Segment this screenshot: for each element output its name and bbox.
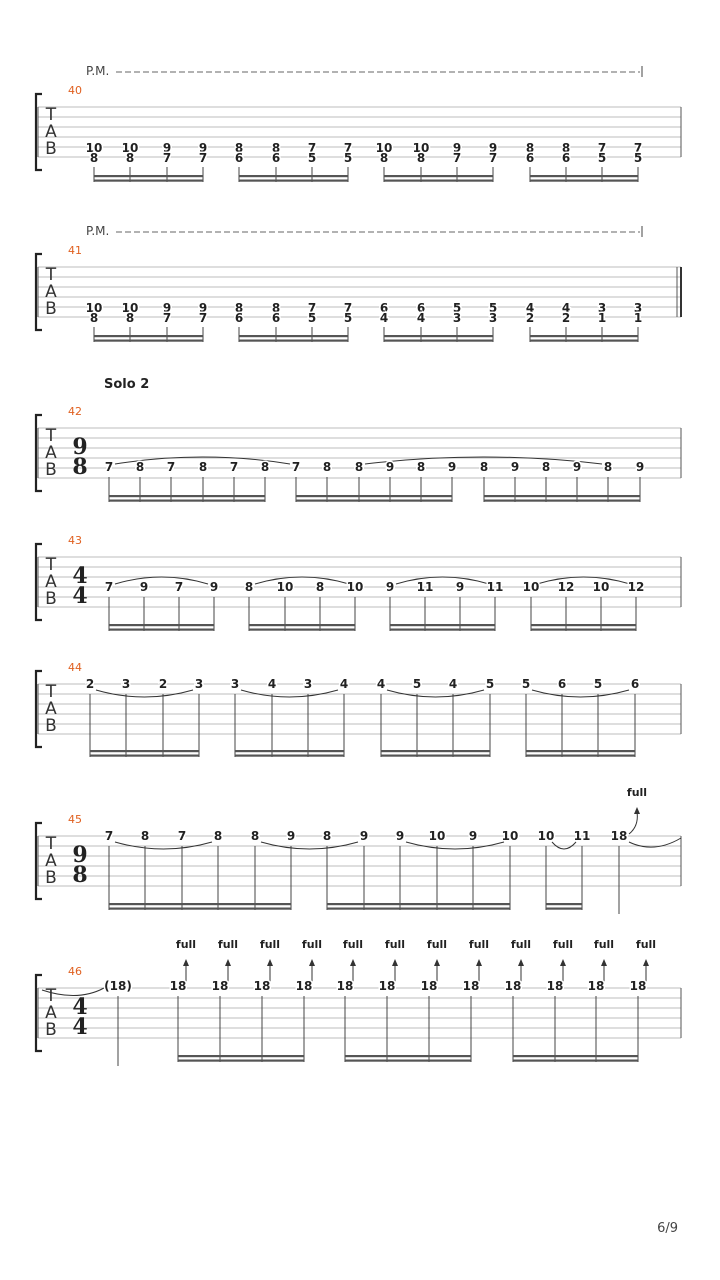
fret-number: 3 (230, 677, 240, 691)
bend-label: full (635, 938, 657, 951)
fret-number: 8 (135, 460, 145, 474)
tab-clef-letter: A (45, 699, 57, 719)
beam-primary (327, 903, 510, 905)
fret-number: 7 (104, 829, 114, 843)
fret-number: 18 (629, 979, 647, 993)
fret-number: 12 (627, 580, 645, 594)
fret-number: 9 (452, 141, 462, 155)
fret-number: 8 (260, 460, 270, 474)
bend-label: full (342, 938, 364, 951)
bend-label: full (626, 786, 648, 799)
fret-number: 5 (343, 311, 353, 325)
beam-secondary (90, 755, 199, 757)
tied-fret-number: (18) (104, 979, 132, 993)
beam-primary (531, 624, 636, 626)
bend-arrowhead (643, 959, 649, 966)
fret-number: 3 (303, 677, 313, 691)
fret-number: 18 (587, 979, 605, 993)
bend-label: full (552, 938, 574, 951)
bend-curve (629, 812, 637, 834)
system-bracket (36, 254, 42, 330)
fret-number: 4 (267, 677, 277, 691)
fret-number: 8 (89, 151, 99, 165)
bend-label: full (510, 938, 532, 951)
fret-number: 9 (286, 829, 296, 843)
fret-number: 9 (139, 580, 149, 594)
tab-clef-letter: T (45, 426, 57, 446)
beam-secondary (345, 1060, 471, 1062)
fret-number: 10 (276, 580, 294, 594)
beam-primary (94, 175, 203, 177)
beam-secondary (381, 755, 490, 757)
system-bracket (36, 94, 42, 170)
fret-number: 10 (592, 580, 610, 594)
fret-number: 8 (416, 460, 426, 474)
beam-secondary (239, 340, 348, 342)
fret-number: 9 (162, 301, 172, 315)
fret-number: 8 (198, 460, 208, 474)
slur (396, 577, 489, 584)
bend-label: full (593, 938, 615, 951)
fret-number: 7 (597, 141, 607, 155)
bend-label: full (175, 938, 197, 951)
fret-number: 4 (376, 677, 386, 691)
beam-secondary (296, 500, 452, 502)
fret-number: 8 (541, 460, 551, 474)
beam-secondary (94, 340, 203, 342)
fret-number: 10 (85, 301, 103, 315)
fret-number: 18 (253, 979, 271, 993)
bend-label: full (468, 938, 490, 951)
beam-primary (384, 175, 493, 177)
fret-number: 11 (416, 580, 434, 594)
fret-number: 1 (597, 311, 607, 325)
staff-system-42 (36, 415, 681, 502)
staff-system-46 (36, 959, 681, 1066)
tab-clef-letter: T (45, 682, 57, 702)
staff-system-44 (36, 671, 681, 757)
bend-arrowhead (434, 959, 440, 966)
tab-clef-letter: A (45, 851, 57, 871)
time-signature-top: 9 (72, 434, 88, 460)
fret-number: 5 (593, 677, 603, 691)
fret-number: 1 (633, 311, 643, 325)
measure-number: 42 (68, 405, 82, 418)
bend-label: full (217, 938, 239, 951)
fret-number: 3 (194, 677, 204, 691)
beam-primary (90, 750, 199, 752)
fret-number: 6 (561, 151, 571, 165)
measure-number: 44 (68, 661, 82, 674)
fret-number: 7 (162, 151, 172, 165)
fret-number: 8 (271, 141, 281, 155)
fret-number: 9 (209, 580, 219, 594)
fret-number: 7 (633, 141, 643, 155)
fret-number: 9 (162, 141, 172, 155)
fret-number: 9 (198, 301, 208, 315)
bend-arrowhead (634, 807, 640, 814)
beam-secondary (235, 755, 344, 757)
time-signature-bottom: 4 (72, 583, 88, 609)
system-bracket (36, 415, 42, 491)
fret-number: 10 (501, 829, 519, 843)
tab-clef-letter: T (45, 986, 57, 1006)
time-signature-bottom: 4 (72, 1014, 88, 1040)
fret-number: 7 (291, 460, 301, 474)
measure-number: 43 (68, 534, 82, 547)
fret-number: 6 (525, 151, 535, 165)
fret-number: 10 (428, 829, 446, 843)
fret-number: 5 (633, 151, 643, 165)
beam-secondary (384, 180, 493, 182)
beam-primary (109, 495, 265, 497)
beam-primary (235, 750, 344, 752)
fret-number: 3 (488, 311, 498, 325)
measure-number: 40 (68, 84, 82, 97)
tab-clef-letter: T (45, 105, 57, 125)
bend-arrowhead (601, 959, 607, 966)
tab-clef-letter: A (45, 122, 57, 142)
fret-number: 7 (488, 151, 498, 165)
fret-number: 4 (448, 677, 458, 691)
beam-secondary (530, 180, 638, 182)
bend-label: full (426, 938, 448, 951)
system-bracket (36, 544, 42, 620)
time-signature-top: 4 (72, 563, 88, 589)
bend-arrowhead (350, 959, 356, 966)
beam-primary (239, 335, 348, 337)
fret-number: 18 (546, 979, 564, 993)
fret-number: 2 (561, 311, 571, 325)
bend-label: full (259, 938, 281, 951)
bend-label: full (384, 938, 406, 951)
fret-number: 9 (488, 141, 498, 155)
fret-number: 8 (416, 151, 426, 165)
fret-number: 8 (125, 151, 135, 165)
fret-number: 7 (162, 311, 172, 325)
beam-primary (345, 1055, 471, 1057)
fret-number: 2 (85, 677, 95, 691)
fret-number: 7 (229, 460, 239, 474)
fret-number: 6 (271, 151, 281, 165)
bend-label: full (301, 938, 323, 951)
fret-number: 8 (250, 829, 260, 843)
fret-number: 8 (271, 301, 281, 315)
fret-number: 5 (597, 151, 607, 165)
fret-number: 18 (504, 979, 522, 993)
tab-clef-letter: A (45, 282, 57, 302)
tab-clef-letter: T (45, 834, 57, 854)
fret-number: 10 (346, 580, 364, 594)
beam-secondary (109, 500, 265, 502)
section-label: Solo 2 (104, 377, 150, 392)
fret-number: 6 (416, 301, 426, 315)
fret-number: 8 (479, 460, 489, 474)
beam-primary (513, 1055, 638, 1057)
time-signature-bottom: 8 (72, 454, 88, 480)
tab-clef-letter: A (45, 443, 57, 463)
fret-number: 8 (315, 580, 325, 594)
fret-number: 10 (412, 141, 430, 155)
beam-primary (530, 175, 638, 177)
fret-number: 2 (158, 677, 168, 691)
fret-number: 8 (234, 141, 244, 155)
fret-number: 7 (343, 301, 353, 315)
beam-primary (296, 495, 452, 497)
fret-number: 4 (561, 301, 571, 315)
tab-clef-letter: B (45, 139, 57, 159)
fret-number: 9 (447, 460, 457, 474)
bend-arrowhead (476, 959, 482, 966)
palm-mute-label: P.M. (86, 224, 110, 238)
beam-secondary (546, 908, 582, 910)
beam-secondary (526, 755, 635, 757)
fret-number: 8 (322, 460, 332, 474)
fret-number: 4 (379, 311, 389, 325)
beam-primary (484, 495, 640, 497)
beam-secondary (390, 629, 495, 631)
fret-number: 12 (557, 580, 575, 594)
tab-clef-letter: B (45, 1020, 57, 1040)
fret-number: 5 (485, 677, 495, 691)
bend-arrowhead (267, 959, 273, 966)
fret-number: 9 (455, 580, 465, 594)
fret-number: 6 (234, 151, 244, 165)
fret-number: 6 (379, 301, 389, 315)
fret-number: 9 (359, 829, 369, 843)
fret-number: 18 (462, 979, 480, 993)
fret-number: 7 (174, 580, 184, 594)
tab-clef-letter: T (45, 265, 57, 285)
bend-arrowhead (560, 959, 566, 966)
page-number: 6/9 (657, 1221, 678, 1236)
fret-number: 5 (412, 677, 422, 691)
fret-number: 6 (271, 311, 281, 325)
beam-primary (384, 335, 493, 337)
fret-number: 4 (339, 677, 349, 691)
palm-mute-label: P.M. (86, 64, 110, 78)
fret-number: 18 (420, 979, 438, 993)
beam-secondary (249, 629, 355, 631)
fret-number: 8 (561, 141, 571, 155)
fret-number: 5 (452, 301, 462, 315)
beam-primary (94, 335, 203, 337)
fret-number: 18 (295, 979, 313, 993)
fret-number: 8 (234, 301, 244, 315)
fret-number: 9 (385, 460, 395, 474)
fret-number: 6 (234, 311, 244, 325)
fret-number: 11 (573, 829, 591, 843)
bend-arrowhead (392, 959, 398, 966)
fret-number: 3 (452, 311, 462, 325)
fret-number: 10 (85, 141, 103, 155)
beam-secondary (484, 500, 640, 502)
beam-primary (178, 1055, 304, 1057)
tab-clef-letter: B (45, 868, 57, 888)
system-bracket (36, 671, 42, 747)
fret-number: 7 (198, 151, 208, 165)
fret-number: 9 (572, 460, 582, 474)
fret-number: 3 (633, 301, 643, 315)
beam-secondary (327, 908, 510, 910)
beam-secondary (94, 180, 203, 182)
fret-number: 7 (307, 301, 317, 315)
fret-number: 8 (89, 311, 99, 325)
fret-number: 8 (213, 829, 223, 843)
beam-secondary (109, 629, 214, 631)
beam-primary (390, 624, 495, 626)
fret-number: 7 (104, 580, 114, 594)
fret-number: 9 (395, 829, 405, 843)
tab-clef-letter: B (45, 460, 57, 480)
beam-secondary (384, 340, 493, 342)
beam-primary (381, 750, 490, 752)
slur (537, 577, 630, 584)
beam-secondary (531, 629, 636, 631)
fret-number: 2 (525, 311, 535, 325)
fret-number: 8 (125, 311, 135, 325)
fret-number: 18 (211, 979, 229, 993)
fret-number: 5 (307, 311, 317, 325)
tab-clef-letter: B (45, 716, 57, 736)
fret-number: 18 (169, 979, 187, 993)
fret-number: 9 (198, 141, 208, 155)
tab-clef-letter: T (45, 555, 57, 575)
fret-number: 5 (343, 151, 353, 165)
measure-number: 41 (68, 244, 82, 257)
tab-clef-letter: B (45, 299, 57, 319)
fret-number: 10 (537, 829, 555, 843)
beam-secondary (530, 340, 638, 342)
fret-number: 10 (522, 580, 540, 594)
fret-number: 9 (510, 460, 520, 474)
slur (115, 577, 208, 584)
measure-number: 46 (68, 965, 82, 978)
fret-number: 9 (468, 829, 478, 843)
fret-number: 8 (244, 580, 254, 594)
fret-number: 5 (488, 301, 498, 315)
fret-number: 11 (486, 580, 504, 594)
time-signature-top: 9 (72, 842, 88, 868)
beam-primary (109, 903, 291, 905)
beam-secondary (513, 1060, 638, 1062)
system-bracket (36, 975, 42, 1051)
time-signature-bottom: 8 (72, 862, 88, 888)
measure-number: 45 (68, 813, 82, 826)
fret-number: 7 (166, 460, 176, 474)
fret-number: 7 (198, 311, 208, 325)
fret-number: 7 (104, 460, 114, 474)
slur (255, 577, 349, 584)
fret-number: 3 (121, 677, 131, 691)
system-bracket (36, 823, 42, 899)
fret-number: 10 (121, 141, 139, 155)
fret-number: 7 (452, 151, 462, 165)
fret-number: 18 (336, 979, 354, 993)
bend-arrowhead (225, 959, 231, 966)
fret-number: 9 (635, 460, 645, 474)
fret-number: 3 (597, 301, 607, 315)
fret-number: 8 (603, 460, 613, 474)
fret-number: 8 (322, 829, 332, 843)
time-signature-top: 4 (72, 994, 88, 1020)
tab-clef-letter: A (45, 1003, 57, 1023)
fret-number: 10 (375, 141, 393, 155)
fret-number: 6 (630, 677, 640, 691)
fret-number: 5 (521, 677, 531, 691)
beam-primary (239, 175, 348, 177)
beam-secondary (239, 180, 348, 182)
fret-number: 10 (121, 301, 139, 315)
fret-number: 7 (343, 141, 353, 155)
beam-primary (530, 335, 638, 337)
fret-number: 7 (177, 829, 187, 843)
staff-system-45 (36, 807, 681, 914)
beam-secondary (109, 908, 291, 910)
bend-arrowhead (309, 959, 315, 966)
fret-number: 6 (557, 677, 567, 691)
tab-clef-letter: A (45, 572, 57, 592)
fret-number: 18 (610, 829, 628, 843)
fret-number: 18 (378, 979, 396, 993)
fret-number: 8 (354, 460, 364, 474)
fret-number: 5 (307, 151, 317, 165)
beam-primary (249, 624, 355, 626)
tab-clef-letter: B (45, 589, 57, 609)
bend-arrowhead (183, 959, 189, 966)
bend-arrowhead (518, 959, 524, 966)
beam-primary (546, 903, 582, 905)
fret-number: 4 (525, 301, 535, 315)
beam-secondary (178, 1060, 304, 1062)
fret-number: 7 (307, 141, 317, 155)
fret-number: 9 (385, 580, 395, 594)
fret-number: 8 (140, 829, 150, 843)
fret-number: 4 (416, 311, 426, 325)
beam-primary (526, 750, 635, 752)
fret-number: 8 (379, 151, 389, 165)
fret-number: 8 (525, 141, 535, 155)
beam-primary (109, 624, 214, 626)
